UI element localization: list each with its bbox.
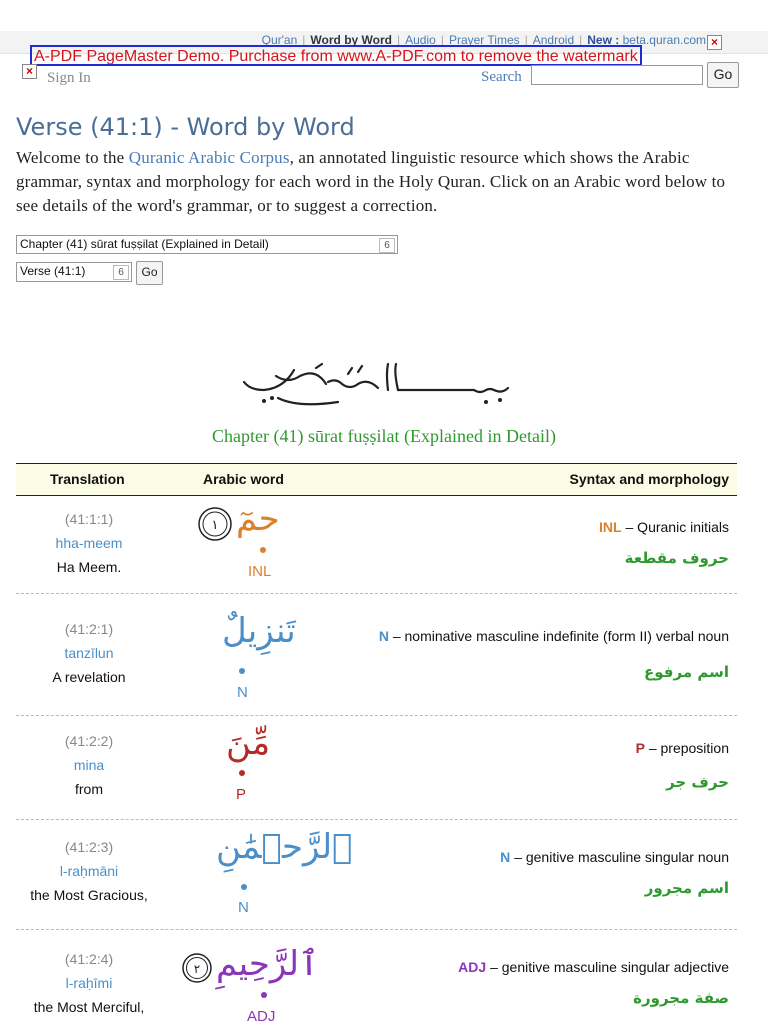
morphology-arabic: حروف مقطعة (624, 549, 729, 567)
verse-select[interactable] (16, 262, 132, 282)
nav-android-link[interactable]: Android (532, 33, 575, 47)
page-title: Verse (41:1) - Word by Word (16, 113, 355, 141)
table-row (16, 929, 737, 1024)
translation-cell (16, 511, 162, 575)
broken-image-icon: × (22, 64, 37, 79)
word-location: (41:2:2) (64, 733, 114, 749)
bismillah-calligraphy (238, 358, 518, 410)
word-dot (239, 668, 245, 674)
search-label: Search (481, 69, 522, 85)
morph-desc: – genitive masculine singular noun (514, 849, 729, 865)
verse-select-value: Verse (41:1) (20, 264, 86, 278)
nav-word-by-word-link[interactable]: Word by Word (310, 33, 392, 47)
word-location: (41:2:3) (64, 839, 114, 855)
word-translation: the Most Merciful, (33, 999, 145, 1015)
transliteration-link[interactable]: l-raḥīmi (65, 975, 113, 991)
morphology-description (379, 628, 729, 644)
search-go-button[interactable]: Go (707, 62, 739, 88)
arabic-word[interactable]: تَنزِيلٌ (222, 611, 296, 651)
morph-desc: – nominative masculine indefinite (form II) verbal noun (392, 628, 729, 644)
pos-tag: N (237, 684, 248, 701)
word-location: (41:1:1) (64, 511, 114, 527)
corpus-link[interactable]: Quranic Arabic Corpus (128, 148, 290, 167)
intro-paragraph (16, 146, 740, 218)
translation-cell (16, 733, 162, 797)
ayah-number: ١ (211, 518, 219, 533)
morph-desc: – genitive masculine singular adjective (490, 959, 729, 975)
morph-tag: P (635, 740, 645, 756)
ayah-end-marker-icon (196, 505, 234, 543)
nav-quran-link[interactable]: Qur'an (261, 33, 298, 47)
arabic-word[interactable]: ٱلرَّحِيمِ (216, 944, 319, 984)
arabic-word[interactable]: ٱلرَّحۡمَٰنِ (216, 827, 353, 867)
word-translation: A revelation (52, 669, 126, 685)
word-translation: Ha Meem. (56, 559, 122, 575)
morph-desc: – preposition (648, 740, 729, 756)
chapter-heading: Chapter (41) sūrat fuṣṣilat (Explained in Detail) (212, 426, 556, 446)
morph-desc: – Quranic initials (625, 519, 729, 535)
morph-tag: N (378, 628, 389, 644)
chapter-select[interactable] (16, 235, 398, 254)
nav-audio-link[interactable]: Audio (405, 33, 436, 47)
arabic-word[interactable]: مِّنَ (226, 723, 271, 763)
ayah-number: ٢ (193, 962, 201, 976)
morph-tag: N (500, 849, 511, 865)
chapter-select-value: Chapter (41) sūrat fuṣṣilat (Explained in Detail) (20, 237, 269, 251)
nav-beta-link[interactable]: beta.quran.com (622, 33, 706, 47)
transliteration-link[interactable]: hha-meem (55, 535, 123, 551)
intro-text: Welcome to the (16, 148, 129, 167)
sign-in-link[interactable]: Sign In (47, 70, 91, 86)
word-location: (41:2:4) (64, 951, 114, 967)
ayah-end-marker-icon (180, 951, 214, 985)
close-icon[interactable]: × (707, 35, 722, 50)
verse-go-button[interactable]: Go (136, 261, 163, 285)
pos-tag: P (236, 786, 247, 803)
pos-tag: N (238, 899, 249, 916)
translation-cell (16, 839, 162, 903)
transliteration-link[interactable]: mina (73, 757, 105, 773)
pdf-watermark-banner: A-PDF PageMaster Demo. Purchase from www.A-PDF.com to remove the watermark (30, 45, 642, 66)
word-translation: from (75, 781, 103, 797)
morphology-arabic: اسم مرفوع (644, 663, 729, 681)
nav-separator: | (579, 33, 583, 47)
nav-separator: | (524, 33, 528, 47)
arabic-word[interactable]: حمٓ (236, 499, 280, 539)
table-row (16, 495, 737, 594)
morphology-description (458, 959, 729, 975)
word-dot (261, 992, 267, 998)
nav-separator: | (440, 33, 444, 47)
morphology-description (599, 519, 729, 535)
table-header (16, 463, 737, 496)
morphology-arabic: حرف جر (666, 773, 729, 791)
morph-tag: INL (599, 519, 622, 535)
nav-separator: | (302, 33, 306, 47)
translation-cell (16, 621, 162, 685)
nav-prayer-times-link[interactable]: Prayer Times (448, 33, 520, 47)
column-header-translation: Translation (50, 471, 125, 487)
transliteration-link[interactable]: l-raḥmāni (59, 863, 119, 879)
table-row (16, 819, 737, 930)
morphology-arabic: صفة مجرورة (633, 989, 729, 1007)
nav-new-label: New : (587, 33, 620, 47)
morphology-description (500, 849, 729, 865)
transliteration-link[interactable]: tanzīlun (64, 645, 114, 661)
word-translation: the Most Gracious, (30, 887, 148, 903)
translation-cell (16, 951, 162, 1015)
word-location: (41:2:1) (64, 621, 114, 637)
morphology-description (636, 740, 729, 756)
column-header-syntax: Syntax and morphology (569, 471, 729, 487)
table-row (16, 715, 737, 820)
column-header-arabic: Arabic word (203, 471, 284, 487)
dropdown-arrow-icon: 6 (113, 265, 129, 280)
word-dot (260, 547, 266, 553)
word-dot (241, 884, 247, 890)
morphology-arabic: اسم مجرور (644, 879, 729, 897)
pos-tag: ADJ (247, 1008, 276, 1025)
dropdown-arrow-icon: 6 (379, 238, 395, 253)
search-input[interactable] (531, 65, 703, 85)
morph-tag: ADJ (458, 959, 487, 975)
table-row (16, 593, 737, 716)
word-dot (239, 770, 245, 776)
nav-separator: | (396, 33, 401, 47)
pos-tag: INL (248, 563, 272, 580)
intro-text: , an annotated linguistic resource which shows the Arabic grammar, syntax and morphology for each word in the Holy Quran. Click on an Arabic word below to see details of the word's grammar, or to suggest a correction. (16, 148, 726, 215)
